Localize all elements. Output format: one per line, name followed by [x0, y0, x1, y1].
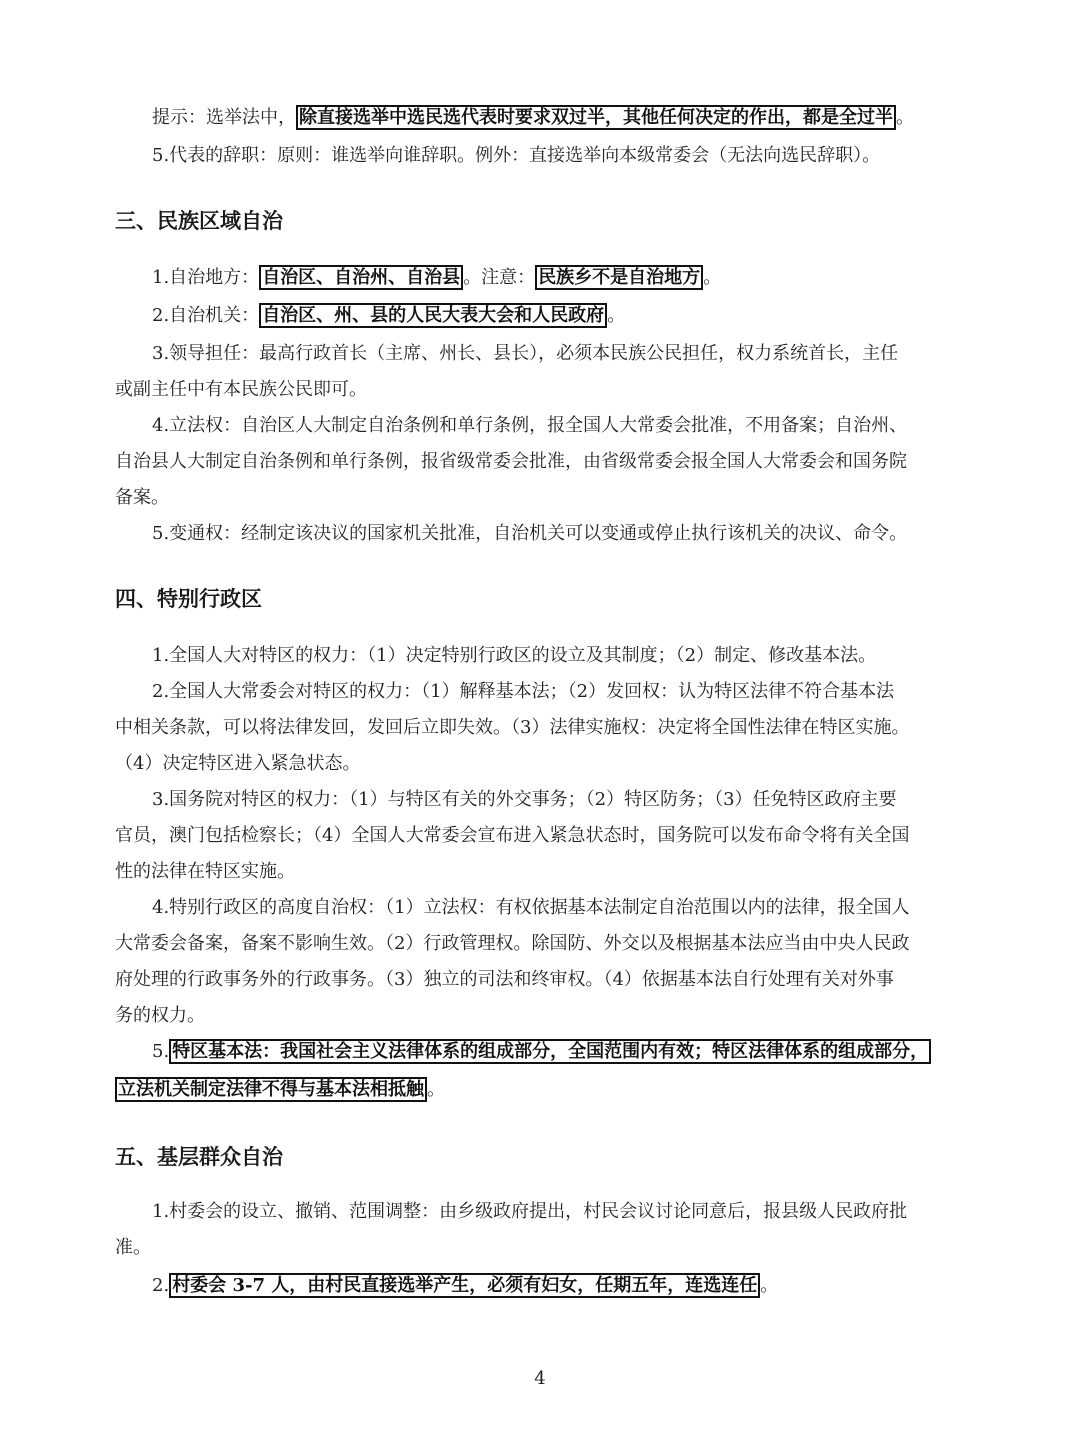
paragraph-line: 自治县人大制定自治条例和单行条例，报省级常委会批准，由省级常委会报全国人大常委会和国务院	[115, 451, 907, 472]
paragraph-line: 中相关条款，可以将法律发回，发回后立即失效。（3）法律实施权：决定将全国性法律在特区实施。	[115, 717, 910, 738]
paragraph-line: 1.自治地方： 自治区、自治州、自治县 。注意： 民族乡不是自治地方 。	[152, 267, 722, 288]
paragraph-line: 大常委会备案，备案不影响生效。（2）行政管理权。除国防、外交以及根据基本法应当由中央人民政	[115, 933, 910, 954]
boxed-highlight: 特区基本法：我国社会主义法律体系的组成部分，全国范围内有效；特区法律体系的组成部分，	[169, 1039, 931, 1064]
boxed-highlight: 自治区、州、县的人民大表大会和人民政府	[259, 303, 607, 328]
paragraph-line: 准。	[115, 1237, 151, 1258]
paragraph-line: 备案。	[115, 487, 169, 508]
paragraph-line: 4.立法权：自治区人大制定自治条例和单行条例，报全国人大常委会批准，不用备案；自治州、	[152, 415, 908, 436]
paragraph-line: 2.自治机关： 自治区、州、县的人民大表大会和人民政府 。	[152, 305, 626, 326]
paragraph-line: 立法机关制定法律不得与基本法相抵触 。	[115, 1072, 965, 1108]
paragraph-line: 3.领导担任：最高行政首长（主席、州长、县长），必须本民族公民担任，权力系统首长，主任	[152, 343, 899, 364]
page-number: 4	[534, 1368, 546, 1389]
paragraph-line: 3.国务院对特区的权力：（1）与特区有关的外交事务；（2）特区防务；（3）任免特区政府主要	[152, 789, 897, 810]
paragraph-line: 5.变通权：经制定该决议的国家机关批准，自治机关可以变通或停止执行该机关的决议、命令。	[152, 523, 908, 544]
paragraph-line: 务的权力。	[115, 1005, 205, 1026]
paragraph-line: 1.村委会的设立、撤销、范围调整：由乡级政府提出，村民会议讨论同意后，报县级人民政府批	[152, 1201, 908, 1222]
boxed-highlight: 立法机关制定法律不得与基本法相抵触	[115, 1077, 427, 1102]
boxed-highlight: 村委会 3-7 人，由村民直接选举产生，必须有妇女，任期五年，连选连任	[169, 1273, 760, 1298]
section-heading: 五、基层群众自治	[115, 1145, 283, 1169]
paragraph-line: 或副主任中有本民族公民即可。	[115, 379, 367, 400]
section-heading: 四、特别行政区	[115, 587, 262, 611]
paragraph-line: 2.全国人大常委会对特区的权力：（1）解释基本法；（2）发回权：认为特区法律不符合基本法	[152, 681, 895, 702]
paragraph-line: 府处理的行政事务外的行政事务。（3）独立的司法和终审权。（4）依据基本法自行处理有关对外事	[115, 969, 894, 990]
paragraph-line: 官员，澳门包括检察长；（4）全国人大常委会宣布进入紧急状态时，国务院可以发布命令将有关全国	[115, 825, 910, 846]
boxed-highlight: 除直接选举中选民选代表时要求双过半，其他任何决定的作出，都是全过半	[296, 105, 896, 130]
paragraph-line: 2. 村委会 3-7 人，由村民直接选举产生，必须有妇女，任期五年，连选连任 。	[152, 1275, 779, 1296]
paragraph-line: （4）决定特区进入紧急状态。	[115, 753, 361, 774]
boxed-highlight: 自治区、自治州、自治县	[259, 265, 463, 290]
paragraph-line: 性的法律在特区实施。	[115, 861, 295, 882]
paragraph-line: 1.全国人大对特区的权力：（1）决定特别行政区的设立及其制度；（2）制定、修改基本法。	[152, 645, 877, 666]
paragraph-line: 4.特别行政区的高度自治权：（1）立法权：有权依据基本法制定自治范围以内的法律，报全国人	[152, 897, 910, 918]
hint-line: 提示：选举法中， 除直接选举中选民选代表时要求双过半，其他任何决定的作出，都是全过半 。	[152, 107, 914, 128]
boxed-highlight: 民族乡不是自治地方	[535, 265, 703, 290]
section-heading: 三、民族区域自治	[115, 209, 283, 233]
paragraph-line: 5. 特区基本法：我国社会主义法律体系的组成部分，全国范围内有效；特区法律体系的组成部分，	[152, 1034, 1002, 1070]
paragraph-line: 5.代表的辞职：原则：谁选举向谁辞职。例外：直接选举向本级常委会（无法向选民辞职）。	[152, 145, 881, 166]
